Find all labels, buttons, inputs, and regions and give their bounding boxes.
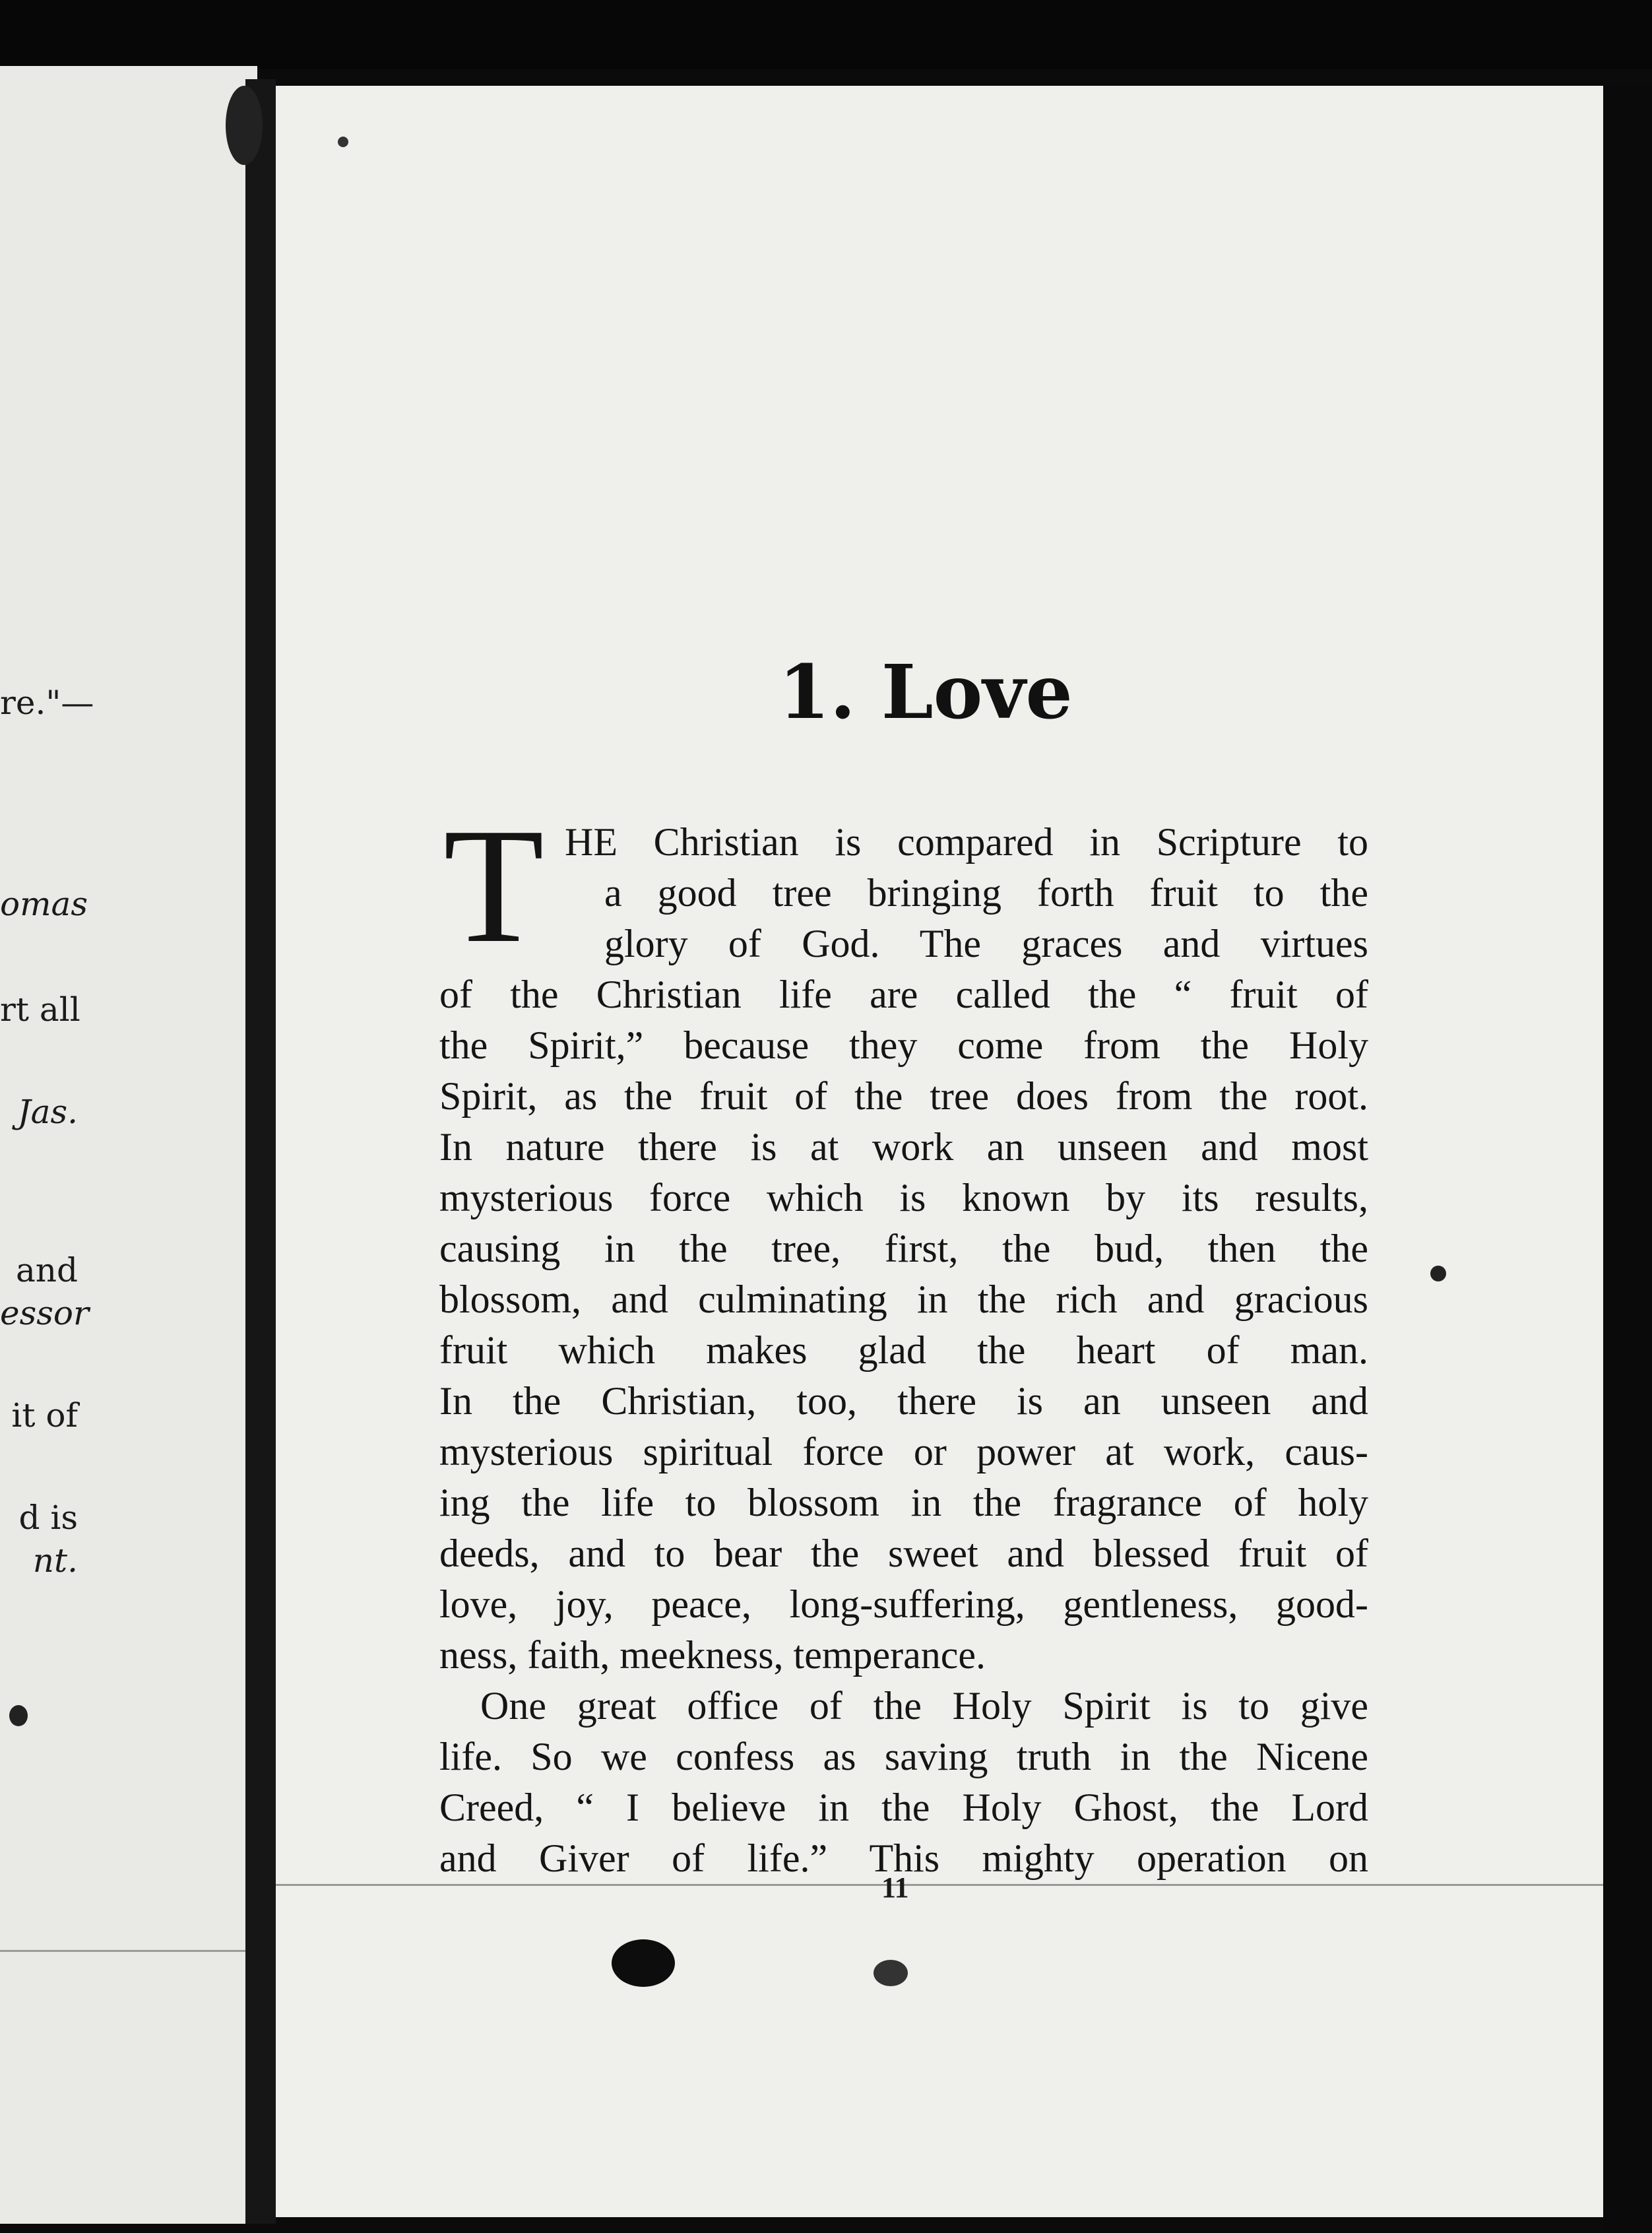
left-page-fragment: omas bbox=[0, 885, 88, 923]
text-line: ing the life to blossom in the fragrance of holy bbox=[439, 1481, 1368, 1524]
text-line: mysterious force which is known by its results, bbox=[439, 1176, 1368, 1219]
left-page-fragment: Jas. bbox=[17, 1093, 78, 1131]
left-page-fragment: it of bbox=[11, 1396, 78, 1435]
text-line: Spirit, as the fruit of the tree does from the root. bbox=[439, 1074, 1368, 1118]
text-line: causing in the tree, first, the bud, then the bbox=[439, 1227, 1368, 1270]
ink-blot bbox=[9, 1705, 28, 1726]
left-page-fragment: essor bbox=[0, 1294, 89, 1332]
page-number: 11 bbox=[881, 1871, 909, 1904]
chapter-title: 1. Love bbox=[778, 649, 1073, 736]
text-line: One great office of the Holy Spirit is to give bbox=[480, 1684, 1368, 1728]
left-page-fragment: nt. bbox=[32, 1541, 78, 1580]
text-line: deeds, and to bear the sweet and blessed fruit of bbox=[439, 1532, 1368, 1575]
left-page-fragment: re."— bbox=[0, 684, 94, 722]
text-line: fruit which makes glad the heart of man. bbox=[439, 1328, 1368, 1372]
ink-blot bbox=[1430, 1266, 1446, 1281]
text-line: the Spirit,” because they come from the Holy bbox=[439, 1023, 1368, 1067]
text-line: ness, faith, meekness, temperance. bbox=[439, 1633, 986, 1677]
left-page-fragment: d is bbox=[18, 1499, 78, 1537]
left-page-fragment: and bbox=[15, 1251, 78, 1289]
text-line: In the Christian, too, there is an unseen and bbox=[439, 1379, 1368, 1423]
ink-blot bbox=[338, 137, 348, 147]
left-page-fragment: rt all bbox=[0, 990, 80, 1029]
text-line: and Giver of life.” This mighty operation on bbox=[439, 1836, 1368, 1880]
text-line: love, joy, peace, long-suffering, gentleness, good- bbox=[439, 1582, 1368, 1626]
ink-blot bbox=[226, 86, 263, 165]
text-line: mysterious spiritual force or power at work, caus- bbox=[439, 1430, 1368, 1473]
drop-cap: T bbox=[443, 794, 544, 977]
ink-blot bbox=[874, 1960, 908, 1986]
text-line: blossom, and culminating in the rich and gracious bbox=[439, 1278, 1368, 1321]
text-line: a good tree bringing forth fruit to the bbox=[604, 871, 1368, 915]
text-line: glory of God. The graces and virtues bbox=[604, 922, 1368, 965]
text-line: In nature there is at work an unseen and most bbox=[439, 1125, 1368, 1169]
ink-blot bbox=[612, 1939, 675, 1987]
text-line: HE Christian is compared in Scripture to bbox=[565, 820, 1368, 864]
text-line: of the Christian life are called the “ fruit of bbox=[439, 973, 1368, 1016]
text-line: life. So we confess as saving truth in the Nicene bbox=[439, 1735, 1368, 1778]
text-line: Creed, “ I believe in the Holy Ghost, the Lord bbox=[439, 1786, 1368, 1829]
